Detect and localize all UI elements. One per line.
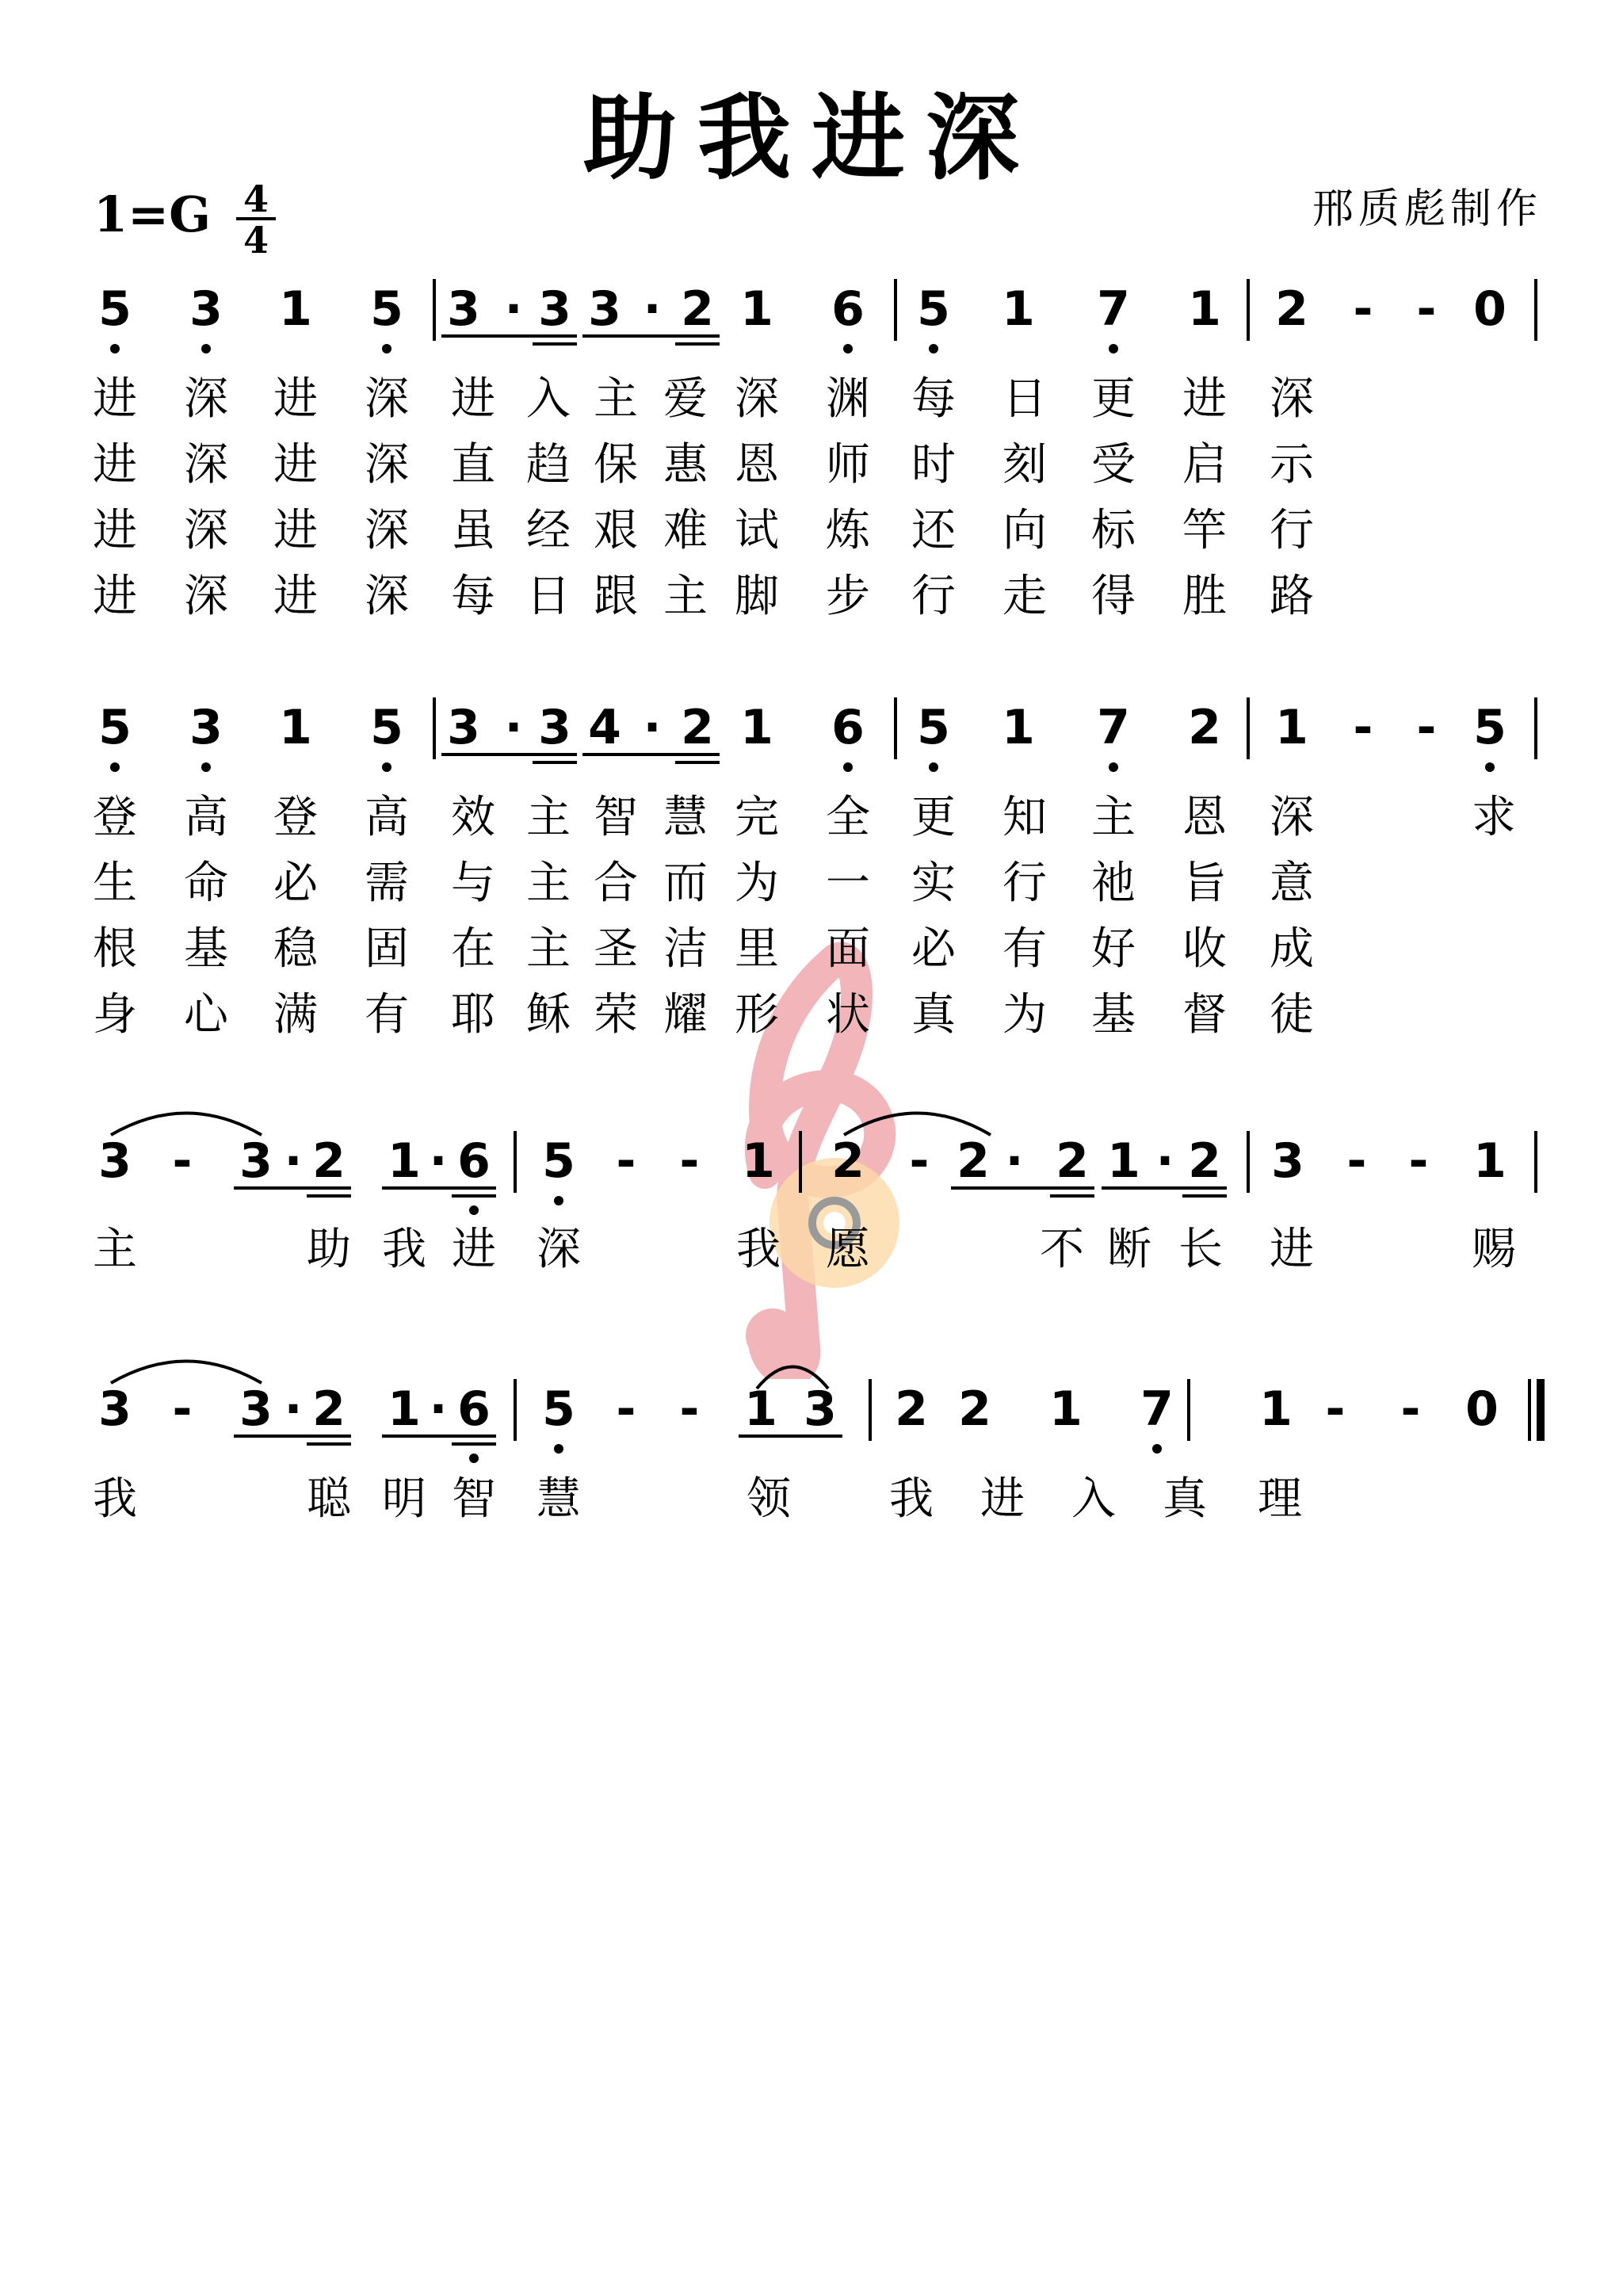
note: 7 [1097, 281, 1130, 337]
lyric-char: 长 [1178, 1224, 1223, 1275]
note: 1 [1473, 1133, 1507, 1189]
lyric-char: 深 [184, 439, 228, 491]
note: · [429, 1381, 448, 1437]
time-signature-bottom: 4 [242, 219, 269, 262]
lyric-char: 固 [365, 923, 409, 975]
lyric-char: 行 [1002, 858, 1047, 909]
lyric-char: 经 [526, 505, 571, 556]
lyric-char: 惠 [663, 439, 708, 491]
time-signature-top: 4 [242, 178, 269, 220]
lyric-char: 而 [663, 858, 708, 909]
lyric-char: 深 [184, 505, 228, 556]
lyric-char: 进 [273, 505, 318, 556]
lyric-char: 更 [911, 792, 956, 843]
lyric-char: 智 [594, 792, 638, 843]
note: · [504, 281, 523, 337]
lyric-char: 深 [365, 439, 409, 491]
lyric-char: 徒 [1270, 989, 1314, 1041]
note: - [1400, 1381, 1421, 1437]
lyric-char: 我 [93, 1473, 137, 1525]
lyric-char: 主 [1091, 792, 1136, 843]
note: 6 [831, 281, 865, 337]
lyric-char: 虽 [451, 505, 495, 556]
lyric-char: 入 [1071, 1473, 1116, 1525]
lyric-char: 意 [1270, 858, 1314, 909]
note: 1 [1002, 281, 1035, 337]
octave-dot-below [554, 1196, 563, 1205]
note: - [616, 1381, 636, 1437]
note: 6 [457, 1381, 491, 1437]
slur-mark [111, 1362, 262, 1384]
lyric-char: 竿 [1182, 505, 1227, 556]
octave-dot-below [843, 344, 853, 353]
note: 5 [370, 281, 403, 337]
lyric-char: 深 [365, 505, 409, 556]
note: 0 [1473, 281, 1507, 337]
lyric-char: 示 [1270, 439, 1314, 491]
lyric-char: 难 [663, 505, 708, 556]
octave-dot-below [110, 762, 120, 772]
lyric-char: 跟 [594, 571, 638, 622]
note: 3 [804, 1381, 837, 1437]
note: 5 [542, 1133, 575, 1189]
note: 1 [744, 1381, 777, 1437]
lyric-char: 祂 [1091, 858, 1136, 909]
note: · [643, 281, 662, 337]
note: 0 [1465, 1381, 1499, 1437]
lyric-char: 在 [451, 923, 495, 975]
lyric-char: 状 [826, 989, 870, 1041]
lyric-char: 聪 [307, 1473, 351, 1525]
lyric-char: 真 [1163, 1473, 1207, 1525]
lyric-char: 深 [365, 571, 409, 622]
lyric-char: 深 [184, 373, 228, 425]
note: · [643, 700, 662, 755]
note: - [1325, 1381, 1346, 1437]
lyric-char: 标 [1091, 505, 1136, 556]
note: 1 [1188, 281, 1221, 337]
lyric-char: 走 [1002, 571, 1047, 622]
note: 2 [1188, 700, 1221, 755]
lyric-char: 向 [1002, 505, 1047, 556]
note: 5 [542, 1381, 575, 1437]
note: - [616, 1133, 636, 1189]
lyric-char: 有 [365, 989, 409, 1041]
slur-mark [844, 1114, 991, 1136]
lyric-char: 必 [273, 858, 318, 909]
note: 6 [831, 700, 865, 755]
lyric-char: 进 [93, 439, 137, 491]
octave-dot-below [201, 762, 211, 772]
lyric-char: 进 [273, 571, 318, 622]
lyric-char: 成 [1270, 923, 1314, 975]
lyric-char: 师 [826, 439, 870, 491]
note: · [284, 1381, 303, 1437]
note: · [1005, 1133, 1024, 1189]
lyric-char: 登 [273, 792, 318, 843]
note: 3 [538, 281, 571, 337]
lyric-char: 恩 [735, 439, 779, 491]
note: 5 [98, 281, 132, 337]
lyric-char: 入 [526, 373, 571, 425]
lyric-char: 爱 [663, 373, 708, 425]
lyric-char: 胜 [1182, 571, 1227, 622]
note: 1 [1275, 700, 1308, 755]
octave-dot-below [1152, 1444, 1162, 1454]
note: 3 [1271, 1133, 1304, 1189]
note: - [909, 1133, 930, 1189]
note: - [1408, 1133, 1429, 1189]
note: 2 [957, 1133, 990, 1189]
note: · [1155, 1133, 1174, 1189]
note: - [1416, 281, 1437, 337]
lyric-char: 命 [184, 858, 228, 909]
lyric-char: 艰 [594, 505, 638, 556]
lyric-char: 我 [382, 1224, 426, 1275]
lyric-char: 需 [365, 858, 409, 909]
note: 3 [447, 281, 480, 337]
lyric-char: 炼 [826, 505, 870, 556]
lyric-char: 满 [273, 989, 318, 1041]
note: 7 [1140, 1381, 1174, 1437]
note: - [1346, 1133, 1367, 1189]
note: · [284, 1133, 303, 1189]
lyric-char: 步 [826, 571, 870, 622]
lyric-char: 身 [93, 989, 137, 1041]
slur-mark [111, 1114, 262, 1136]
lyric-char: 完 [735, 792, 779, 843]
lyric-char: 稣 [526, 989, 571, 1041]
lyric-char: 基 [1091, 989, 1136, 1041]
lyric-char: 生 [93, 858, 137, 909]
lyric-char: 启 [1182, 439, 1227, 491]
note: 2 [1056, 1133, 1089, 1189]
lyric-char: 进 [451, 373, 495, 425]
page-title: 助我进深 [582, 82, 1040, 193]
lyric-char: 赐 [1472, 1224, 1516, 1275]
octave-dot-below [382, 762, 391, 772]
lyric-char: 每 [911, 373, 956, 425]
note: 2 [958, 1381, 991, 1437]
note: - [1353, 700, 1373, 755]
note: 2 [312, 1133, 346, 1189]
note: 3 [239, 1381, 273, 1437]
lyric-char: 更 [1091, 373, 1136, 425]
lyric-char: 为 [735, 858, 779, 909]
lyric-char: 渊 [826, 373, 870, 425]
lyric-char: 主 [93, 1224, 137, 1275]
note: 3 [447, 700, 480, 755]
lyric-char: 洁 [663, 923, 708, 975]
note: 2 [1188, 1133, 1221, 1189]
note: 3 [189, 281, 223, 337]
lyric-char: 进 [1270, 1224, 1314, 1275]
note: · [429, 1133, 448, 1189]
note: 1 [1107, 1133, 1140, 1189]
arranger-credit: 邢质彪制作 [1312, 185, 1542, 233]
note: 3 [538, 700, 571, 755]
lyric-char: 旨 [1182, 858, 1227, 909]
octave-dot-below [469, 1205, 479, 1215]
note: 5 [917, 700, 950, 755]
lyric-char: 收 [1182, 923, 1227, 975]
lyric-char: 求 [1472, 792, 1516, 843]
lyric-char: 真 [911, 989, 956, 1041]
lyric-char: 高 [184, 792, 228, 843]
lyric-char: 理 [1258, 1473, 1302, 1525]
lyric-char: 稳 [273, 923, 318, 975]
note: 2 [681, 281, 714, 337]
lyric-char: 主 [526, 858, 571, 909]
note: - [1353, 281, 1373, 337]
lyric-char: 每 [451, 571, 495, 622]
lyric-char: 恩 [1182, 792, 1227, 843]
octave-dot-below [1109, 762, 1118, 772]
note: 2 [1275, 281, 1308, 337]
note: 1 [388, 1133, 421, 1189]
note: 3 [588, 281, 621, 337]
note: - [1416, 700, 1437, 755]
lyric-char: 受 [1091, 439, 1136, 491]
lyric-char: 时 [911, 439, 956, 491]
octave-dot-below [201, 344, 211, 353]
lyric-char: 圣 [594, 923, 638, 975]
lyric-char: 脚 [735, 571, 779, 622]
lyric-char: 知 [1002, 792, 1047, 843]
lyric-char: 进 [93, 373, 137, 425]
note: 6 [457, 1133, 491, 1189]
lyric-char: 我 [736, 1224, 781, 1275]
lyric-char: 里 [735, 923, 779, 975]
note: 1 [740, 281, 773, 337]
lyric-char: 保 [594, 439, 638, 491]
key-signature: 1=G [94, 185, 212, 243]
lyric-char: 深 [537, 1224, 581, 1275]
lyric-char: 有 [1002, 923, 1047, 975]
octave-dot-below [469, 1454, 479, 1463]
note: 1 [279, 281, 312, 337]
lyric-char: 主 [526, 792, 571, 843]
lyric-char: 助 [307, 1224, 351, 1275]
note: 3 [98, 1381, 132, 1437]
note: 7 [1097, 700, 1130, 755]
lyric-char: 进 [1182, 373, 1227, 425]
lyric-char: 基 [184, 923, 228, 975]
octave-dot-below [382, 344, 391, 353]
lyric-char: 进 [452, 1224, 496, 1275]
octave-dot-below [843, 762, 853, 772]
note: 1 [1002, 700, 1035, 755]
lyric-char: 我 [889, 1473, 934, 1525]
lyric-char: 不 [1040, 1224, 1084, 1275]
lyric-char: 得 [1091, 571, 1136, 622]
lyric-char: 进 [93, 571, 137, 622]
lyric-char: 刻 [1002, 439, 1047, 491]
lyric-char: 愿 [826, 1224, 870, 1275]
lyric-char: 日 [1002, 373, 1047, 425]
lyric-char: 试 [735, 505, 779, 556]
note: 1 [279, 700, 312, 755]
lyric-char: 耶 [451, 989, 495, 1041]
octave-dot-below [554, 1444, 563, 1454]
note: - [679, 1133, 700, 1189]
lyric-char: 行 [1270, 505, 1314, 556]
lyric-char: 必 [911, 923, 956, 975]
note: 5 [98, 700, 132, 755]
lyric-char: 合 [594, 858, 638, 909]
note: 3 [98, 1133, 132, 1189]
lyric-char: 进 [93, 505, 137, 556]
lyric-char: 趋 [526, 439, 571, 491]
lyric-char: 心 [184, 989, 228, 1041]
lyric-char: 深 [1270, 792, 1314, 843]
note: 1 [388, 1381, 421, 1437]
lyric-char: 效 [451, 792, 495, 843]
note: - [172, 1133, 193, 1189]
note: 1 [1049, 1381, 1083, 1437]
lyric-char: 好 [1091, 923, 1136, 975]
lyric-char: 主 [526, 923, 571, 975]
lyric-char: 高 [365, 792, 409, 843]
note: 2 [831, 1133, 865, 1189]
lyric-char: 根 [93, 923, 137, 975]
lyric-char: 深 [735, 373, 779, 425]
lyric-char: 面 [826, 923, 870, 975]
note: 2 [312, 1381, 346, 1437]
note: 4 [588, 700, 621, 755]
lyric-char: 荣 [594, 989, 638, 1041]
lyric-char: 进 [273, 439, 318, 491]
note: 1 [1259, 1381, 1293, 1437]
note: 1 [742, 1133, 775, 1189]
lyric-char: 断 [1107, 1224, 1151, 1275]
lyric-char: 进 [273, 373, 318, 425]
lyric-char: 耀 [663, 989, 708, 1041]
lyric-char: 明 [382, 1473, 426, 1525]
lyric-char: 慧 [537, 1473, 581, 1525]
lyric-char: 主 [594, 373, 638, 425]
octave-dot-below [1485, 762, 1495, 772]
note: 3 [189, 700, 223, 755]
lyric-char: 登 [93, 792, 137, 843]
lyric-char: 形 [735, 989, 779, 1041]
note: 5 [370, 700, 403, 755]
note: - [172, 1381, 193, 1437]
lyric-char: 进 [980, 1473, 1025, 1525]
lyric-char: 深 [1270, 373, 1314, 425]
lyric-char: 直 [451, 439, 495, 491]
lyric-char: 智 [452, 1473, 496, 1525]
octave-dot-below [110, 344, 120, 353]
note: 5 [1473, 700, 1507, 755]
lyric-char: 为 [1002, 989, 1047, 1041]
lyric-char: 深 [365, 373, 409, 425]
lyric-char: 一 [826, 858, 870, 909]
note: 5 [917, 281, 950, 337]
note: · [504, 700, 523, 755]
lyric-char: 深 [184, 571, 228, 622]
lyric-char: 慧 [663, 792, 708, 843]
lyric-char: 路 [1270, 571, 1314, 622]
note: 2 [681, 700, 714, 755]
octave-dot-below [929, 344, 938, 353]
note: 1 [740, 700, 773, 755]
lyric-char: 全 [826, 792, 870, 843]
lyric-char: 主 [663, 571, 708, 622]
lyric-char: 督 [1182, 989, 1227, 1041]
octave-dot-below [929, 762, 938, 772]
note: 3 [239, 1133, 273, 1189]
lyric-char: 日 [526, 571, 571, 622]
octave-dot-below [1109, 344, 1118, 353]
lyric-char: 实 [911, 858, 956, 909]
lyric-char: 还 [911, 505, 956, 556]
lyric-char: 领 [747, 1473, 791, 1525]
note: 2 [895, 1381, 928, 1437]
note: - [679, 1381, 700, 1437]
lyric-char: 与 [451, 858, 495, 909]
lyric-char: 行 [911, 571, 956, 622]
